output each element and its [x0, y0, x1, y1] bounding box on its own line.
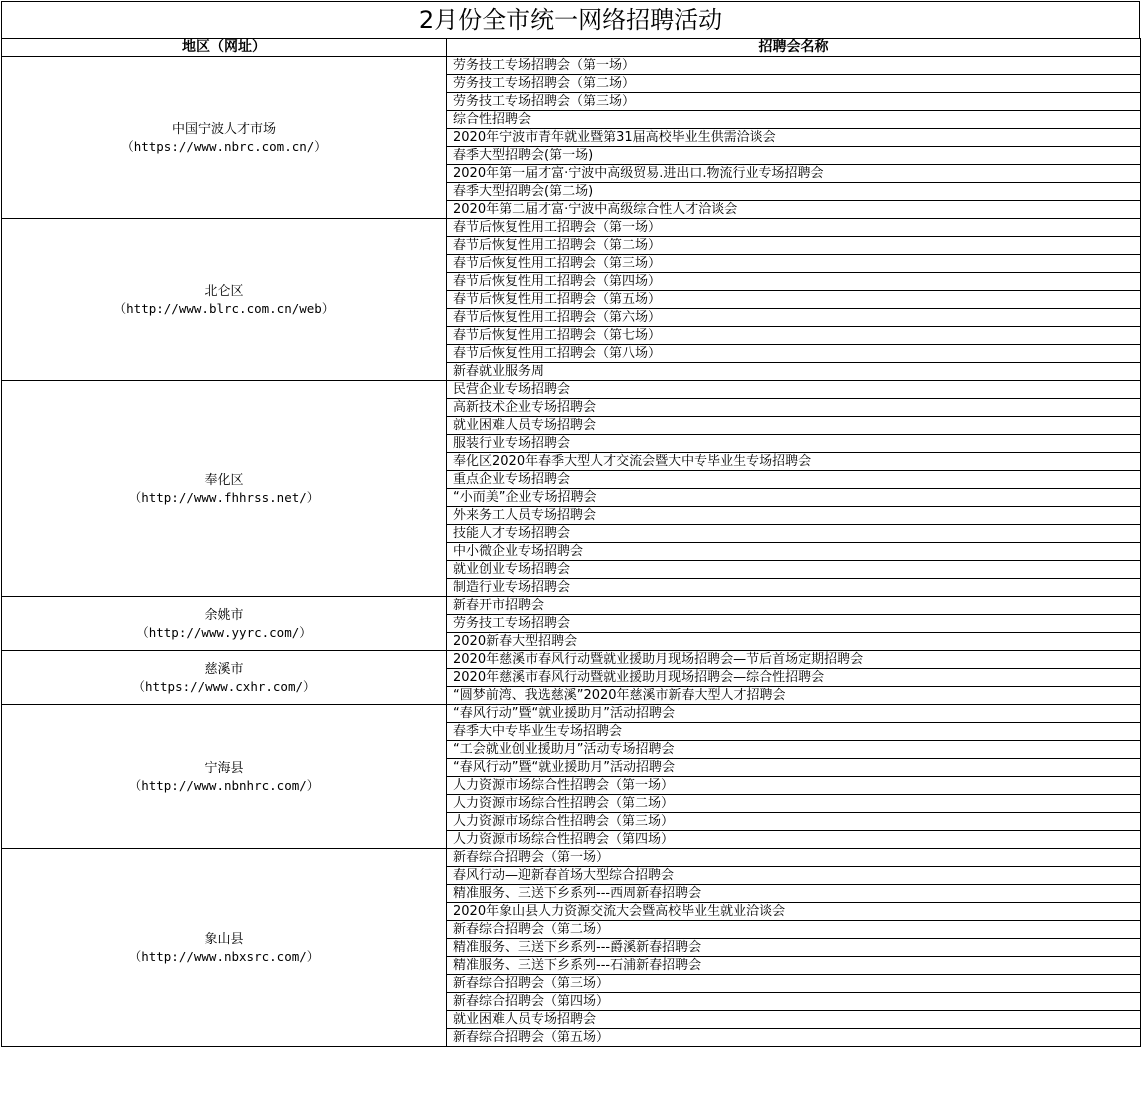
event-cell: 春季大型招聘会(第一场): [447, 147, 1141, 165]
region-name: 北仑区: [204, 283, 244, 299]
region-name: 宁海县: [204, 760, 244, 776]
event-cell: 2020年慈溪市春风行动暨就业援助月现场招聘会—节后首场定期招聘会: [447, 651, 1141, 669]
region-url: （http://www.fhhrss.net/）: [128, 489, 320, 505]
region-url: （https://www.cxhr.com/）: [132, 678, 316, 694]
event-cell: 春节后恢复性用工招聘会（第八场）: [447, 345, 1141, 363]
event-cell: 春节后恢复性用工招聘会（第一场）: [447, 219, 1141, 237]
event-cell: 春节后恢复性用工招聘会（第七场）: [447, 327, 1141, 345]
event-cell: “工会就业创业援助月”活动专场招聘会: [447, 741, 1141, 759]
event-cell: 春季大型招聘会(第二场): [447, 183, 1141, 201]
event-cell: 高新技术企业专场招聘会: [447, 399, 1141, 417]
event-cell: 重点企业专场招聘会: [447, 471, 1141, 489]
event-cell: 精准服务、三送下乡系列---石浦新春招聘会: [447, 957, 1141, 975]
region-name: 慈溪市: [204, 661, 244, 677]
event-cell: 就业困难人员专场招聘会: [447, 417, 1141, 435]
region-cell: [2, 651, 447, 705]
spreadsheet: [1, 1, 1140, 1047]
event-cell: 外来务工人员专场招聘会: [447, 507, 1141, 525]
event-cell: 春节后恢复性用工招聘会（第六场）: [447, 309, 1141, 327]
event-cell: 服装行业专场招聘会: [447, 435, 1141, 453]
event-cell: 2020年慈溪市春风行动暨就业援助月现场招聘会—综合性招聘会: [447, 669, 1141, 687]
region-url: （http://www.nbnhrc.com/）: [128, 777, 320, 793]
event-cell: 精准服务、三送下乡系列---西周新春招聘会: [447, 885, 1141, 903]
event-cell: 就业困难人员专场招聘会: [447, 1011, 1141, 1029]
event-cell: 人力资源市场综合性招聘会（第四场）: [447, 831, 1141, 849]
event-cell: 人力资源市场综合性招聘会（第三场）: [447, 813, 1141, 831]
region-cell: [2, 849, 447, 1047]
table-body: [2, 57, 1141, 1047]
region-name: 奉化区: [204, 472, 244, 488]
event-cell: 春风行动—迎新春首场大型综合招聘会: [447, 867, 1141, 885]
event-cell: 新春综合招聘会（第四场）: [447, 993, 1141, 1011]
table-row: [2, 381, 1141, 399]
event-cell: 2020新春大型招聘会: [447, 633, 1141, 651]
table-row: [2, 705, 1141, 723]
region-cell: [2, 219, 447, 381]
event-cell: 春节后恢复性用工招聘会（第五场）: [447, 291, 1141, 309]
event-cell: 新春开市招聘会: [447, 597, 1141, 615]
region-cell: [2, 705, 447, 849]
region-name: 象山县: [204, 931, 244, 947]
event-cell: 新春就业服务周: [447, 363, 1141, 381]
table-row: [2, 57, 1141, 75]
event-cell: 劳务技工专场招聘会（第三场）: [447, 93, 1141, 111]
region-cell: [2, 597, 447, 651]
event-cell: “春风行动”暨“就业援助月”活动招聘会: [447, 705, 1141, 723]
sheet-title: 2月份全市统一网络招聘活动: [1, 1, 1140, 38]
event-header: 招聘会名称: [447, 39, 1141, 57]
region-cell: [2, 57, 447, 219]
event-cell: 综合性招聘会: [447, 111, 1141, 129]
event-cell: 人力资源市场综合性招聘会（第二场）: [447, 795, 1141, 813]
event-cell: 劳务技工专场招聘会（第二场）: [447, 75, 1141, 93]
event-cell: 2020年宁波市青年就业暨第31届高校毕业生供需洽谈会: [447, 129, 1141, 147]
table-row: [2, 219, 1141, 237]
recruitment-table: [1, 38, 1141, 1047]
event-cell: 就业创业专场招聘会: [447, 561, 1141, 579]
table-row: [2, 651, 1141, 669]
event-cell: 新春综合招聘会（第一场）: [447, 849, 1141, 867]
event-cell: 新春综合招聘会（第五场）: [447, 1029, 1141, 1047]
event-cell: “春风行动”暨“就业援助月”活动招聘会: [447, 759, 1141, 777]
event-cell: 人力资源市场综合性招聘会（第一场）: [447, 777, 1141, 795]
event-cell: “圆梦前湾、我选慈溪”2020年慈溪市新春大型人才招聘会: [447, 687, 1141, 705]
event-cell: 春季大中专毕业生专场招聘会: [447, 723, 1141, 741]
event-cell: 春节后恢复性用工招聘会（第四场）: [447, 273, 1141, 291]
region-cell: [2, 381, 447, 597]
event-cell: 劳务技工专场招聘会（第一场）: [447, 57, 1141, 75]
event-cell: 劳务技工专场招聘会: [447, 615, 1141, 633]
table-row: [2, 849, 1141, 867]
region-url: （https://www.nbrc.com.cn/）: [121, 138, 327, 154]
event-cell: 制造行业专场招聘会: [447, 579, 1141, 597]
region-url: （http://www.nbxsrc.com/）: [128, 948, 320, 964]
region-name: 中国宁波人才市场: [171, 121, 276, 137]
event-cell: 新春综合招聘会（第三场）: [447, 975, 1141, 993]
region-header: 地区（网址）: [2, 39, 447, 57]
event-cell: 2020年第一届才富·宁波中高级贸易.进出口.物流行业专场招聘会: [447, 165, 1141, 183]
event-cell: 精准服务、三送下乡系列---爵溪新春招聘会: [447, 939, 1141, 957]
event-cell: 民营企业专场招聘会: [447, 381, 1141, 399]
event-cell: 新春综合招聘会（第二场）: [447, 921, 1141, 939]
event-cell: 奉化区2020年春季大型人才交流会暨大中专毕业生专场招聘会: [447, 453, 1141, 471]
event-cell: 春节后恢复性用工招聘会（第三场）: [447, 255, 1141, 273]
header-row: [2, 39, 1141, 57]
event-cell: 技能人才专场招聘会: [447, 525, 1141, 543]
event-cell: 2020年第二届才富·宁波中高级综合性人才洽谈会: [447, 201, 1141, 219]
event-cell: 2020年象山县人力资源交流大会暨高校毕业生就业洽谈会: [447, 903, 1141, 921]
event-cell: “小而美”企业专场招聘会: [447, 489, 1141, 507]
table-row: [2, 597, 1141, 615]
event-cell: 春节后恢复性用工招聘会（第二场）: [447, 237, 1141, 255]
region-url: （http://www.blrc.com.cn/web）: [113, 300, 335, 316]
event-cell: 中小微企业专场招聘会: [447, 543, 1141, 561]
region-name: 余姚市: [204, 607, 244, 623]
region-url: （http://www.yyrc.com/）: [136, 624, 312, 640]
